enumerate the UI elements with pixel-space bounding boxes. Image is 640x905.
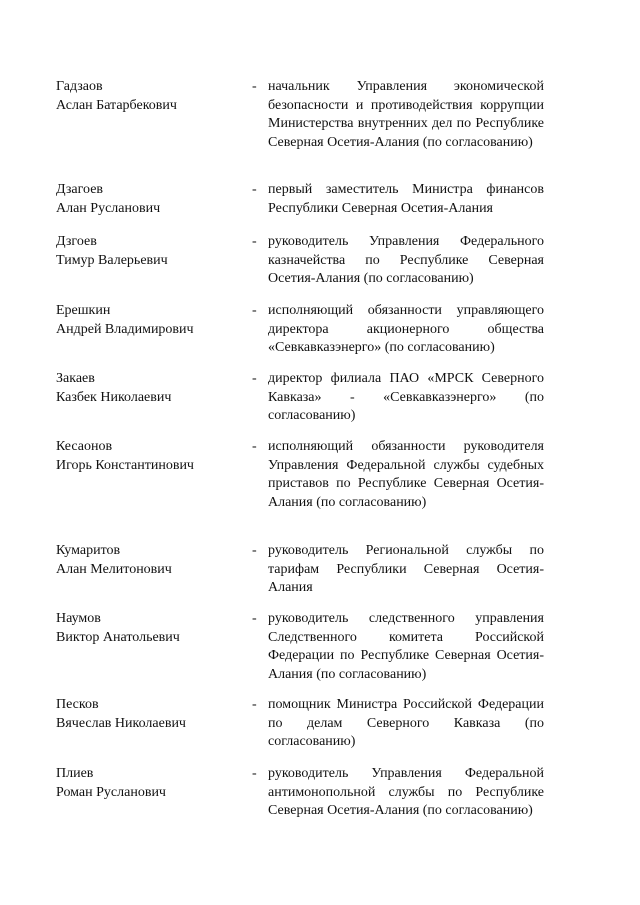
member-given-names: Тимур Валерьевич (56, 252, 168, 268)
member-name (56, 438, 252, 512)
dash-separator: - (252, 79, 257, 94)
dash-separator: - (252, 611, 257, 626)
member-name (56, 542, 252, 598)
member-entry (56, 78, 556, 152)
member-role: начальник Управления экономической безопасности и противодействия коррупции Министерства внутренних дел по Республике Северная Осетия-Алания (по согласованию) (268, 79, 544, 150)
member-given-names: Алан Мелитонович (56, 561, 172, 577)
member-name (56, 302, 252, 358)
member-given-names: Алан Русланович (56, 200, 161, 216)
member-surname: Песков (56, 697, 99, 712)
member-name (56, 78, 252, 152)
member-entry (56, 438, 556, 512)
member-entry (56, 370, 556, 426)
member-name (56, 370, 252, 426)
dash-separator: - (252, 303, 257, 318)
member-surname: Дзгоев (56, 234, 97, 249)
member-given-names: Вячеслав Николаевич (56, 715, 186, 731)
dash-separator: - (252, 371, 257, 386)
member-surname: Наумов (56, 611, 101, 626)
member-given-names: Аслан Батарбекович (56, 97, 177, 113)
member-given-names: Андрей Владимирович (56, 321, 194, 337)
member-role: первый заместитель Министра финансов Республики Северная Осетия-Алания (268, 182, 544, 216)
member-name (56, 696, 252, 752)
member-given-names: Игорь Константинович (56, 457, 194, 473)
member-given-names: Роман Русланович (56, 784, 166, 800)
member-role: руководитель Управления Федеральной антимонопольной службы по Республике Северная Осетия-Алания (по согласованию) (268, 766, 544, 818)
member-role: помощник Министра Российской Федерации по делам Северного Кавказа (по согласованию) (268, 697, 544, 749)
member-name (56, 765, 252, 821)
member-entry (56, 233, 556, 289)
member-given-names: Казбек Николаевич (56, 389, 172, 405)
dash-separator: - (252, 697, 257, 712)
member-surname: Дзагоев (56, 182, 104, 197)
member-role: руководитель Региональной службы по тарифам Республики Северная Осетия-Алания (268, 543, 544, 595)
member-role: руководитель следственного управления Следственного комитета Российской Федерации по Республике Северная Осетия-Алания (по согласованию) (268, 611, 544, 682)
member-surname: Кесаонов (56, 439, 113, 454)
member-entry (56, 302, 556, 358)
member-surname: Гадзаов (56, 79, 103, 94)
dash-separator: - (252, 234, 257, 249)
member-surname: Закаев (56, 371, 95, 386)
member-entry (56, 696, 556, 752)
member-entry (56, 765, 556, 821)
member-surname: Ерешкин (56, 303, 111, 318)
member-role: руководитель Управления Федерального казначейства по Республике Северная Осетия-Алания (по согласованию) (268, 234, 544, 286)
member-surname: Плиев (56, 766, 94, 781)
member-entry (56, 181, 556, 218)
member-entry (56, 610, 556, 684)
member-given-names: Виктор Анатольевич (56, 629, 180, 645)
dash-separator: - (252, 439, 257, 454)
member-name (56, 233, 252, 289)
member-name (56, 610, 252, 684)
dash-separator: - (252, 182, 257, 197)
dash-separator: - (252, 543, 257, 558)
dash-separator: - (252, 766, 257, 781)
member-surname: Кумаритов (56, 543, 121, 558)
member-role: исполняющий обязанности управляющего директора акционерного общества «Севкавказэнерго» (по согласованию) (268, 303, 544, 355)
member-role: исполняющий обязанности руководителя Управления Федеральной службы судебных приставов по Республике Северная Осетия-Алания (по согласованию) (268, 439, 544, 510)
member-role: директор филиала ПАО «МРСК Северного Кавказа» - «Севкавказэнерго» (по согласованию) (268, 371, 544, 423)
member-entry (56, 542, 556, 598)
member-name (56, 181, 252, 218)
